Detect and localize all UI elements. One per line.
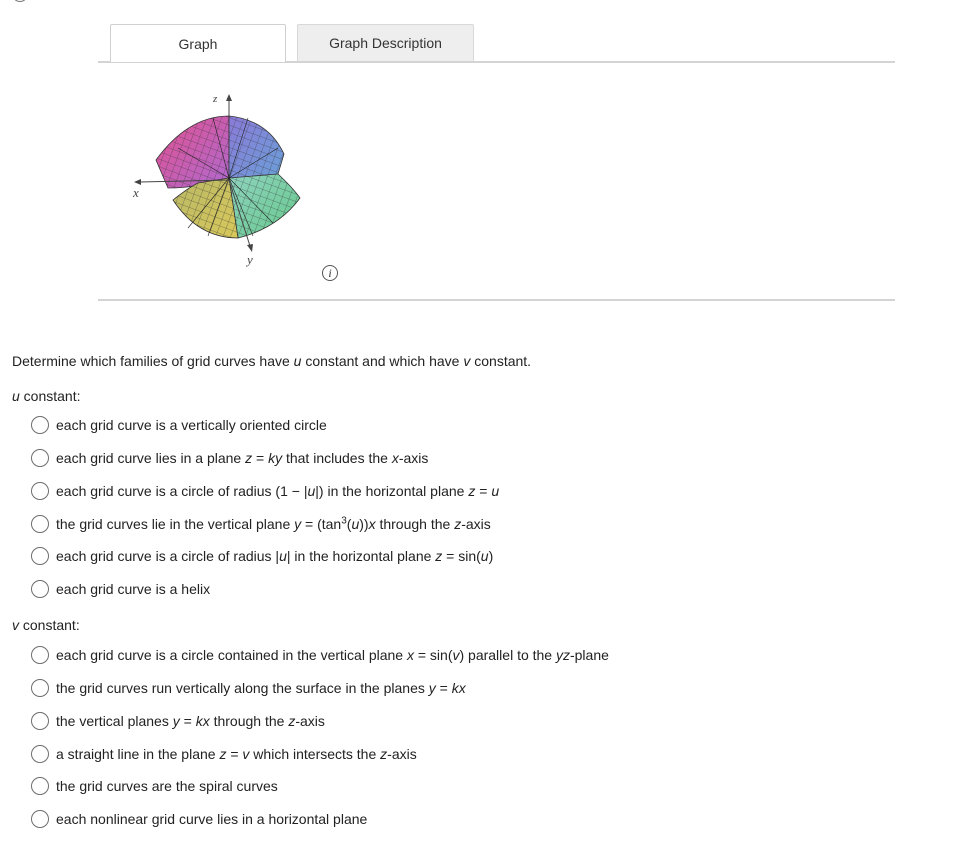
radio-button[interactable] — [31, 810, 49, 828]
u-label-text: constant: — [19, 388, 81, 404]
v-option-6[interactable] — [31, 809, 367, 829]
v-option-3[interactable] — [31, 711, 325, 731]
u-option-5[interactable] — [31, 546, 493, 566]
question-text-part: constant and which have — [301, 353, 464, 369]
previous-radio-button[interactable] — [12, 0, 28, 2]
graph-panel — [98, 62, 895, 300]
info-icon[interactable]: i — [322, 265, 338, 281]
radio-button[interactable] — [31, 712, 49, 730]
v-constant-label — [12, 617, 80, 633]
option-text: a straight line in the plane z = v which intersects the z-axis — [56, 746, 417, 762]
x-axis-label: x — [133, 185, 139, 200]
option-text: the vertical planes y = kx through the z-axis — [56, 713, 325, 729]
option-text: the grid curves run vertically along the surface in the planes y = kx — [56, 680, 466, 696]
graph-tabs — [98, 24, 895, 62]
option-text: each grid curve is a helix — [56, 581, 211, 597]
u-option-2[interactable] — [31, 448, 428, 468]
v-option-4[interactable] — [31, 744, 417, 764]
v-option-5[interactable] — [31, 776, 278, 796]
u-option-6[interactable] — [31, 579, 210, 599]
option-text: each grid curve is a vertically oriented circle — [56, 417, 327, 433]
option-text: each nonlinear grid curve lies in a horizontal plane — [56, 811, 368, 827]
z-axis-label: z — [213, 93, 218, 105]
question-text-part: Determine which families of grid curves have — [12, 353, 294, 369]
v-label-text: constant: — [19, 617, 80, 633]
graph-panel-divider — [98, 299, 895, 301]
u-var: u — [12, 388, 20, 404]
radio-button[interactable] — [31, 745, 49, 763]
u-option-4[interactable] — [31, 514, 491, 534]
question-text — [12, 353, 531, 369]
radio-button[interactable] — [31, 449, 49, 467]
question-var-u: u — [293, 353, 302, 369]
radio-button[interactable] — [31, 580, 49, 598]
question-text-part: constant. — [470, 353, 532, 369]
radio-button[interactable] — [31, 679, 49, 697]
u-option-3[interactable] — [31, 481, 499, 501]
parametric-surface-figure — [128, 88, 318, 278]
option-text: the grid curves are the spiral curves — [56, 778, 278, 794]
radio-button[interactable] — [31, 416, 49, 434]
u-option-1[interactable] — [31, 415, 327, 435]
v-var: v — [12, 617, 19, 633]
radio-button[interactable] — [31, 515, 49, 533]
y-axis-label: y — [247, 252, 253, 267]
v-option-2[interactable] — [31, 678, 466, 698]
question-var-v: v — [463, 353, 471, 369]
tab-graph[interactable]: Graph — [110, 24, 286, 62]
radio-button[interactable] — [31, 777, 49, 795]
radio-button[interactable] — [31, 482, 49, 500]
radio-button[interactable] — [31, 547, 49, 565]
option-text: each grid curve is a circle of radius |u| in the horizontal plane z = sin(u) — [56, 548, 494, 564]
option-text: each grid curve is a circle contained in the vertical plane x = sin(v) parallel to the yz-plane — [56, 647, 609, 663]
radio-button[interactable] — [31, 646, 49, 664]
option-text: each grid curve is a circle of radius (1 − |u|) in the horizontal plane z = u — [56, 483, 500, 499]
u-constant-label — [12, 388, 81, 404]
tab-graph-description[interactable]: Graph Description — [297, 24, 474, 61]
option-text: each grid curve lies in a plane z = ky that includes the x-axis — [56, 450, 429, 466]
v-option-1[interactable] — [31, 645, 609, 665]
option-text: the grid curves lie in the vertical plane $y = (\tan^3(u))x$ through the z-axis — [56, 515, 491, 532]
